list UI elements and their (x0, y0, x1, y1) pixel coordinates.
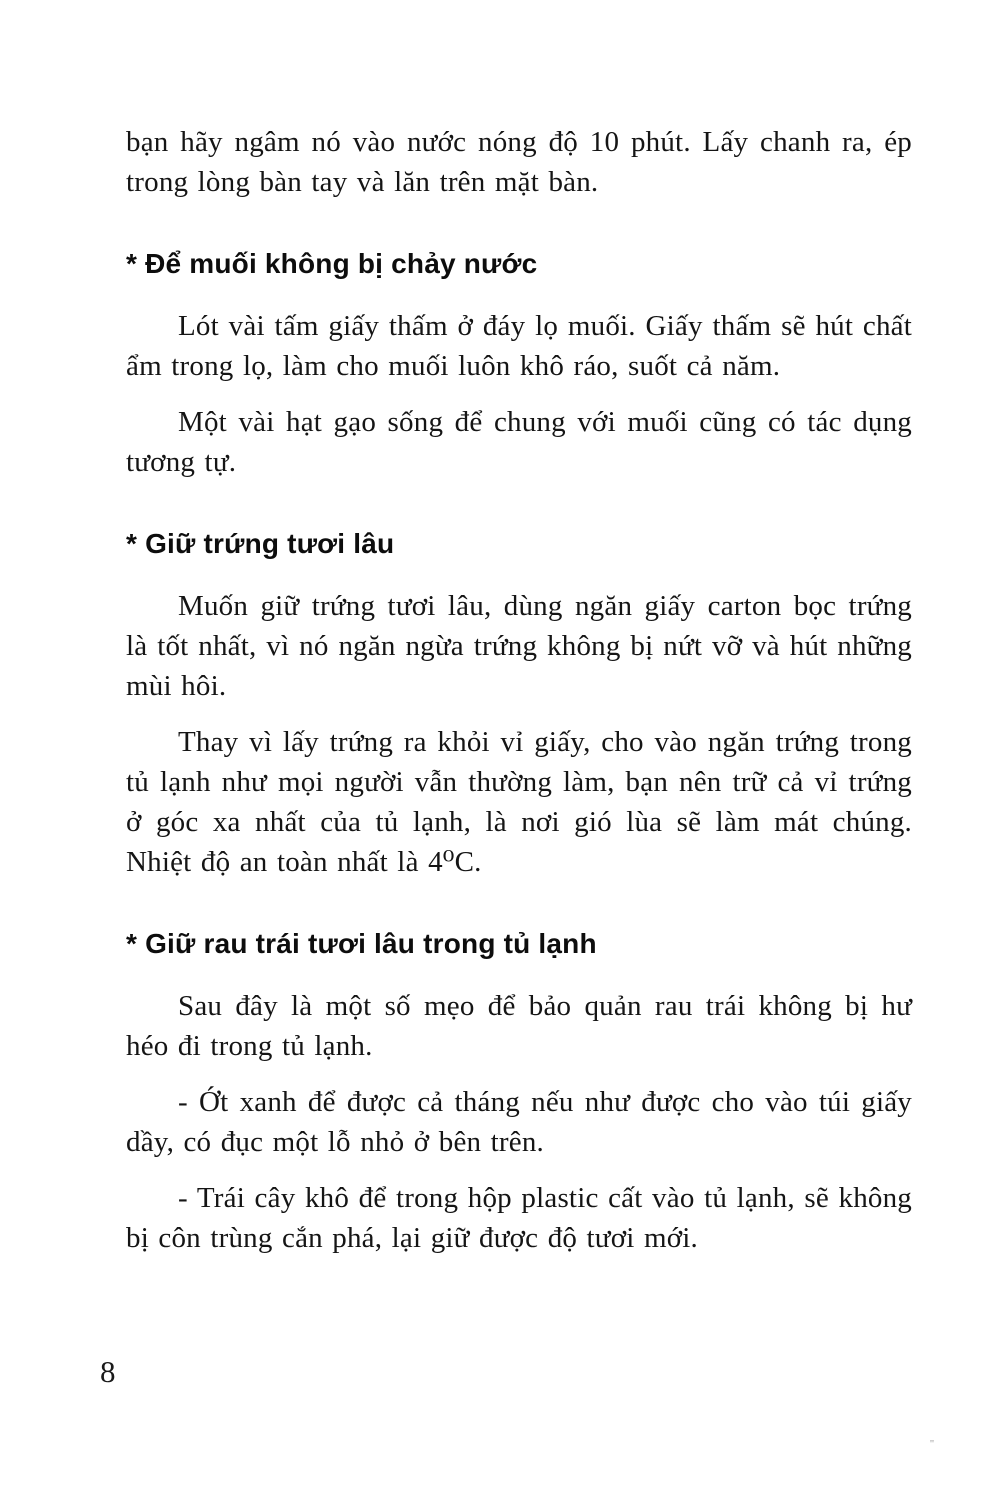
paragraph: Sau đây là một số mẹo để bảo quản rau trái không bị hư héo đi trong tủ lạnh. (126, 990, 912, 1062)
paragraph: - Trái cây khô để trong hộp plastic cất vào tủ lạnh, sẽ không bị côn trùng cắn phá, lại giữ được độ tươi mới. (126, 1182, 912, 1254)
section-heading-produce: * Giữ rau trái tươi lâu trong tủ lạnh (126, 928, 597, 959)
section-heading-eggs: * Giữ trứng tươi lâu (126, 528, 395, 559)
page-number: 8 (100, 1354, 116, 1389)
paragraph: Thay vì lấy trứng ra khỏi vỉ giấy, cho vào ngăn trứng trong tủ lạnh như mọi người vẫn thường làm, bạn nên trữ cả vỉ trứng ở góc xa nhất của tủ lạnh, là nơi gió lùa sẽ làm mát chúng. Nhiệt độ an toàn nhất là 4⁰C. (126, 726, 912, 878)
paragraph: bạn hãy ngâm nó vào nước nóng độ 10 phút. Lấy chanh ra, ép trong lòng bàn tay và lăn trên mặt bàn. (126, 126, 912, 198)
scan-artifact: '' (930, 1438, 934, 1450)
paragraph: Lót vài tấm giấy thấm ở đáy lọ muối. Giấy thấm sẽ hút chất ẩm trong lọ, làm cho muối luôn khô ráo, suốt cả năm. (126, 310, 912, 382)
text-column (126, 122, 912, 1274)
paragraph: Một vài hạt gạo sống để chung với muối cũng có tác dụng tương tự. (126, 406, 912, 478)
section-heading-salt: * Để muối không bị chảy nước (126, 248, 538, 279)
paragraph: - Ớt xanh để được cả tháng nếu như được cho vào túi giấy dầy, có đục một lỗ nhỏ ở bên trên. (126, 1086, 912, 1158)
paragraph: Muốn giữ trứng tươi lâu, dùng ngăn giấy carton bọc trứng là tốt nhất, vì nó ngăn ngừa trứng không bị nứt vỡ và hút những mùi hôi. (126, 590, 912, 702)
